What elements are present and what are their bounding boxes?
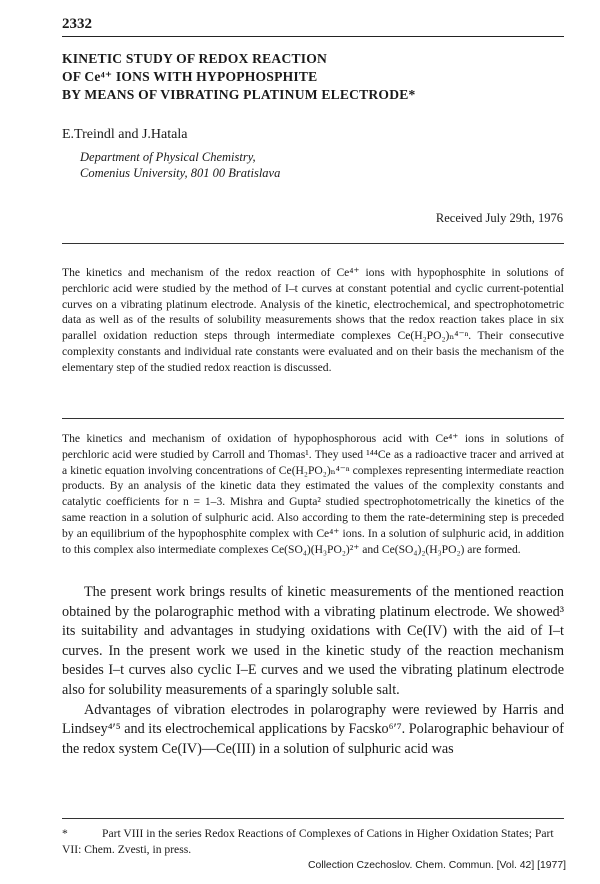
authors: E.Treindl and J.Hatala: [62, 127, 188, 142]
footnote: [62, 826, 564, 857]
received-date: Received July 29th, 1976: [435, 211, 563, 225]
title-line: OF Ce⁴⁺ IONS WITH HYPOPHOSPHITE: [62, 69, 318, 84]
abstract-top-rule: [62, 243, 564, 244]
intro-paragraph: The kinetics and mechanism of oxidation of hypophosphorous acid with Ce⁴⁺ ions in solutions of perchloric acid were studied by Carroll and Thomas¹. They used ¹⁴⁴Ce as a radioactive tracer and arrived at a kinetic equation involving concentrations of Ce(H₂PO₂)ₙ⁴⁻ⁿ complexes representing intermediate reaction products. By an analysis of the kinetic data they estimated the values of the complexity constants and catalytic coefficients for n = 1–3. Mishra and Gupta² studied spectrophotometrically the kinetics of the same reaction in a solution of sulphuric acid. Also according to them the rate-determining step is preceded by an equilibrium of the hypophosphite complex with Ce⁴⁺ ions. In a solution of sulphuric acid, in addition to this complex also intermediate complexes Ce(SO₄)(H₃PO₂)²⁺ and Ce(SO₄)₂(H₃PO₂) are formed.: [62, 432, 564, 556]
body-paragraph: Advantages of vibration electrodes in polarography were reviewed by Harris and Lindsey⁴ʹ⁵ and its electrochemical applications by Facsko⁶ʹ⁷. Polarographic behaviour of the redox system Ce(IV)—Ce(III) in a solution of sulphuric acid was: [62, 701, 564, 757]
footnote-text: Part VIII in the series Redox Reactions of Complexes of Cations in Higher Oxidation States; Part VII: Chem. Zvesti, in press.: [62, 827, 554, 856]
page-number: 2332: [62, 16, 92, 32]
affiliation-line: Department of Physical Chemistry,: [80, 150, 256, 164]
article-title: [62, 50, 416, 104]
journal-citation: Collection Czechoslov. Chem. Commun. [Vol. 42] [1977]: [308, 860, 566, 871]
body-paragraph: The present work brings results of kinetic measurements of the mentioned reaction obtained by the polarographic method with a vibrating platinum electrode. We showed³ its suitability and advantages in studying oxidations with Ce(IV) with the aid of I–t curves. In the present work we used in the kinetic study of the reaction mechanism besides I–t curves also cyclic I–E curves and we used the vibrating platinum electrode also for solubility measurements of a sparingly soluble salt.: [62, 584, 564, 698]
footnote-mark: *: [62, 827, 68, 840]
abstract: The kinetics and mechanism of the redox reaction of Ce⁴⁺ ions with hypophosphite in solutions of perchloric acid were studied by the method of I–t curves at constant potential and cyclic current-potential curves on a vibrating platinum electrode. Analysis of the kinetic, electrochemical, and spectrophotometric data as well as of the results of solubility measurements shows that the redox reaction takes place in six parallel oxidation reduction steps through intermediate complexes Ce(H₂PO₂)ₙ⁴⁻ⁿ. Their consecutive complexity constants and individual rate constants were evaluated and on their basis the mechanism of the elementary step of the studied redox reaction is discussed.: [62, 266, 564, 374]
footnote-rule: [62, 818, 564, 819]
header-rule: [62, 36, 564, 37]
body-text: [62, 583, 564, 759]
title-line: BY MEANS OF VIBRATING PLATINUM ELECTRODE*: [62, 87, 416, 102]
affiliation: [80, 149, 280, 181]
abstract-bottom-rule: [62, 418, 564, 419]
title-line: KINETIC STUDY OF REDOX REACTION: [62, 51, 328, 66]
affiliation-line: Comenius University, 801 00 Bratislava: [80, 166, 281, 180]
